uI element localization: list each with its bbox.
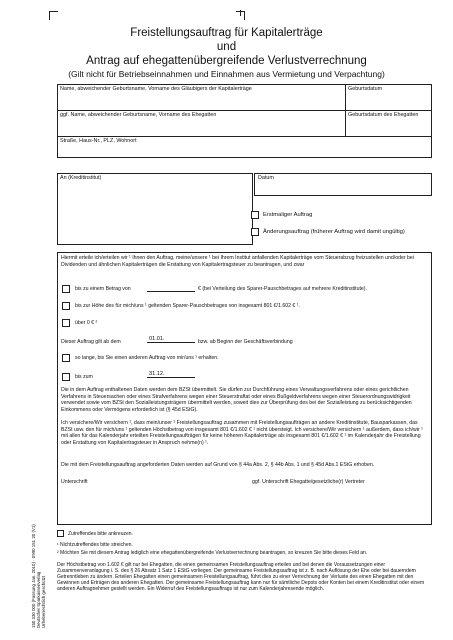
legal-basis-text: Die mit dem Freistellungsauftrag angeforderten Daten werden auf Grund von § 44a Abs. 2, § 44b Abs. 1 und § 45d Abs.1 EStG erhoben.	[61, 462, 375, 468]
address-label: Straße, Haus-Nr., PLZ, Wohnort	[60, 138, 137, 144]
data-transfer-notice: Die in dem Auftrag enthaltenen Daten werden dem BZSt übermittelt. Sie dürfen zur Durchführung eines Verwaltungsverfahrens oder eines gerichtlichen Verfahrens in Steuersachen oder eines Strafverfahrens wegen einer Steuerstraftat oder eines Bußgeldverfahrens wegen einer Steuerordnungswidrigkeit verwendet sowie vom BZSt den Sozialleistungsträgern übermittelt werden, soweit dies zur Überprüfung des bei der Sozialleistung zu berücksichtigenden Einkommens oder Vermögens erforderlich ist (§ 45d EStG).	[61, 387, 412, 413]
creditor-name-label: Name, abweichender Geburtsname, Vorname des Gläubigers der Kapitalerträge	[60, 86, 252, 92]
footnote-2: ² Möchten Sie mit diesem Antrag lediglich eine ehegattenübergreifende Verlustverrechnung beantragen, so kreuzen Sie bitte dieses Feld an.	[57, 550, 368, 556]
divider	[57, 110, 432, 111]
valid-from-input[interactable]: 01.01.	[147, 335, 195, 343]
divider	[57, 136, 432, 137]
spouse-signature-label: ggf. Unterschrift Ehegatte/gesetzliche(r) Vertreter	[252, 479, 365, 485]
joint-allowance-paragraph: Der Höchstbetrag von 1.602 € gilt nur bei Ehegatten, die einen gemeinsamen Freistellungsauftrag erteilen und bei denen die Voraussetzungen einer Zusammenveranlagung i. S. des § 26 Absatz 1 Satz 1 EStG vorliegen. Der gemeinsame Freistellungsauftrag ist z. B. nach Auflösung der Ehe oder bei dauerndem Getrenntleben zu ändern. Erteilen Ehegatten einen gemeinsamen Freistellungsauftrag, führt dies zu einer Verrechnung der Verluste des einen Ehegatten mit den Gewinnen und Erträgen des anderen Ehegatten. Der gemeinsame Freistellungsauftrag kann nur für sämtliche Depots oder Konten bei einem Kreditinstitut oder einem anderen Auftragnehmer gestellt werden. Ein Widerruf des Freistellungsauftrags ist nur zum Kalenderjahresende möglich.	[57, 562, 425, 592]
change-order-label: Änderungsauftrag (früherer Auftrag wird damit ungültig)	[263, 229, 405, 235]
until-date-label: bis zum	[75, 374, 93, 380]
corner-mark-top-left	[49, 11, 58, 20]
amount-option-suffix: € (bei Verteilung des Sparer-Pauschbetrages auf mehrere Kreditinstitute).	[198, 286, 367, 292]
spouse-name-field[interactable]	[58, 119, 344, 135]
publisher: Deutscher Sparkassenverlag	[36, 571, 42, 628]
spouse-signature-field[interactable]	[252, 487, 427, 517]
corner-mark-top-right	[236, 11, 245, 20]
first-order-checkbox[interactable]	[251, 211, 259, 219]
zero-amount-checkbox[interactable]	[62, 319, 70, 327]
until-revoked-checkbox[interactable]	[62, 354, 70, 362]
footnote-applicable: Zutreffendes bitte ankreuzen.	[68, 531, 133, 537]
spouse-birth-date-label: Geburtsdatum des Ehegatten	[348, 112, 419, 118]
birth-date-field[interactable]	[346, 93, 431, 109]
valid-from-suffix: bzw. ab Beginn der Geschäftsverbindung	[198, 339, 293, 345]
form-reference-side-text	[31, 524, 47, 628]
until-date-input[interactable]: 31.12.	[147, 370, 195, 378]
legend-checkbox-sample	[57, 530, 64, 537]
assurance-statement: Ich versichere/Wir versichern ¹, dass mein/unser ¹ Freistellungsauftrag zusammen mit Freistellungsaufträgen an andere Kreditinstitute, Bausparkassen, das BZSt usw. den für mich/uns ¹ geltenden Höchstbetrag von insgesamt 801 €/1.602 € ¹ nicht übersteigt. Ich versichere/Wir versichern ¹ außerdem, dass ich/wir ¹ mit allen für das Kalenderjahr erteilten Freistellungsaufträgen für keine höheren Kapitalerträge als insgesamt 801 €/1.602 € ¹ im Kalenderjahr die Freistellung oder Erstattung von Kapitalertragsteuer in Anspruch nehme(n) ¹.	[61, 420, 423, 446]
institute-label: An (Kreditinstitut)	[60, 175, 102, 181]
full-allowance-checkbox[interactable]	[62, 302, 70, 310]
form-title-and: und	[216, 41, 237, 53]
date-field[interactable]	[255, 182, 431, 195]
form-number: 150 330 000 (Fassung Jan. 2010) · 0990 151 20 (V1)	[31, 524, 36, 628]
until-revoked-label: so lange, bis Sie einen anderen Auftrag von mir/uns ¹ erhalten.	[75, 355, 219, 361]
spouse-name-label: ggf. Name, abweichender Geburtsname, Vorname des Ehegatten	[60, 112, 217, 118]
spouse-birth-date-field[interactable]	[346, 119, 431, 135]
first-order-label: Erstmaliger Auftrag	[263, 212, 313, 218]
valid-from-label: Dieser Auftrag gilt ab dem	[61, 339, 121, 345]
birth-date-label: Geburtsdatum	[348, 86, 383, 92]
change-order-checkbox[interactable]	[251, 228, 259, 236]
form-subtitle: (Gilt nicht für Betriebseinnahmen und Einnahmen aus Vermietung und Verpachtung)	[68, 69, 385, 79]
form-title: Freistellungsauftrag für Kapitalerträge	[130, 27, 323, 39]
full-allowance-label: bis zur Höhe des für mich/uns ¹ geltenden Sparer-Pauschbetrages von insgesamt 801 €/1.602 € ¹.	[75, 303, 300, 309]
signature-label: Unterschrift	[61, 479, 88, 485]
until-date-checkbox[interactable]	[62, 373, 70, 381]
amount-option-label: bis zu einem Betrag von	[75, 286, 131, 292]
amount-option-checkbox[interactable]	[62, 285, 70, 293]
creditor-name-field[interactable]	[58, 93, 344, 109]
zero-amount-label: über 0 € ²	[75, 320, 98, 326]
footnote-1: ¹ Nichtzutreffendes bitte streichen.	[57, 542, 133, 548]
copyright-notice: Urheberrechtlich geschützt	[41, 575, 47, 628]
date-label: Datum	[258, 175, 274, 181]
order-intro-text: Hiermit erteile ich/erteilen wir ¹ Ihnen den Auftrag, meine/unsere ¹ bei Ihrem Institut anfallenden Kapitalerträge vom Steuerabzug freizustellen und/oder bei Dividenden und ähnlichen Kapitalerträgen die Erstattung von Kapitalertragsteuer zu beantragen, und zwar	[61, 255, 414, 268]
address-field[interactable]	[58, 145, 431, 157]
amount-input[interactable]	[147, 283, 195, 292]
institute-field[interactable]	[58, 182, 252, 244]
signature-field[interactable]	[61, 487, 236, 517]
form-title-loss-offset: Antrag auf ehegattenübergreifende Verlustverrechnung	[86, 55, 367, 67]
